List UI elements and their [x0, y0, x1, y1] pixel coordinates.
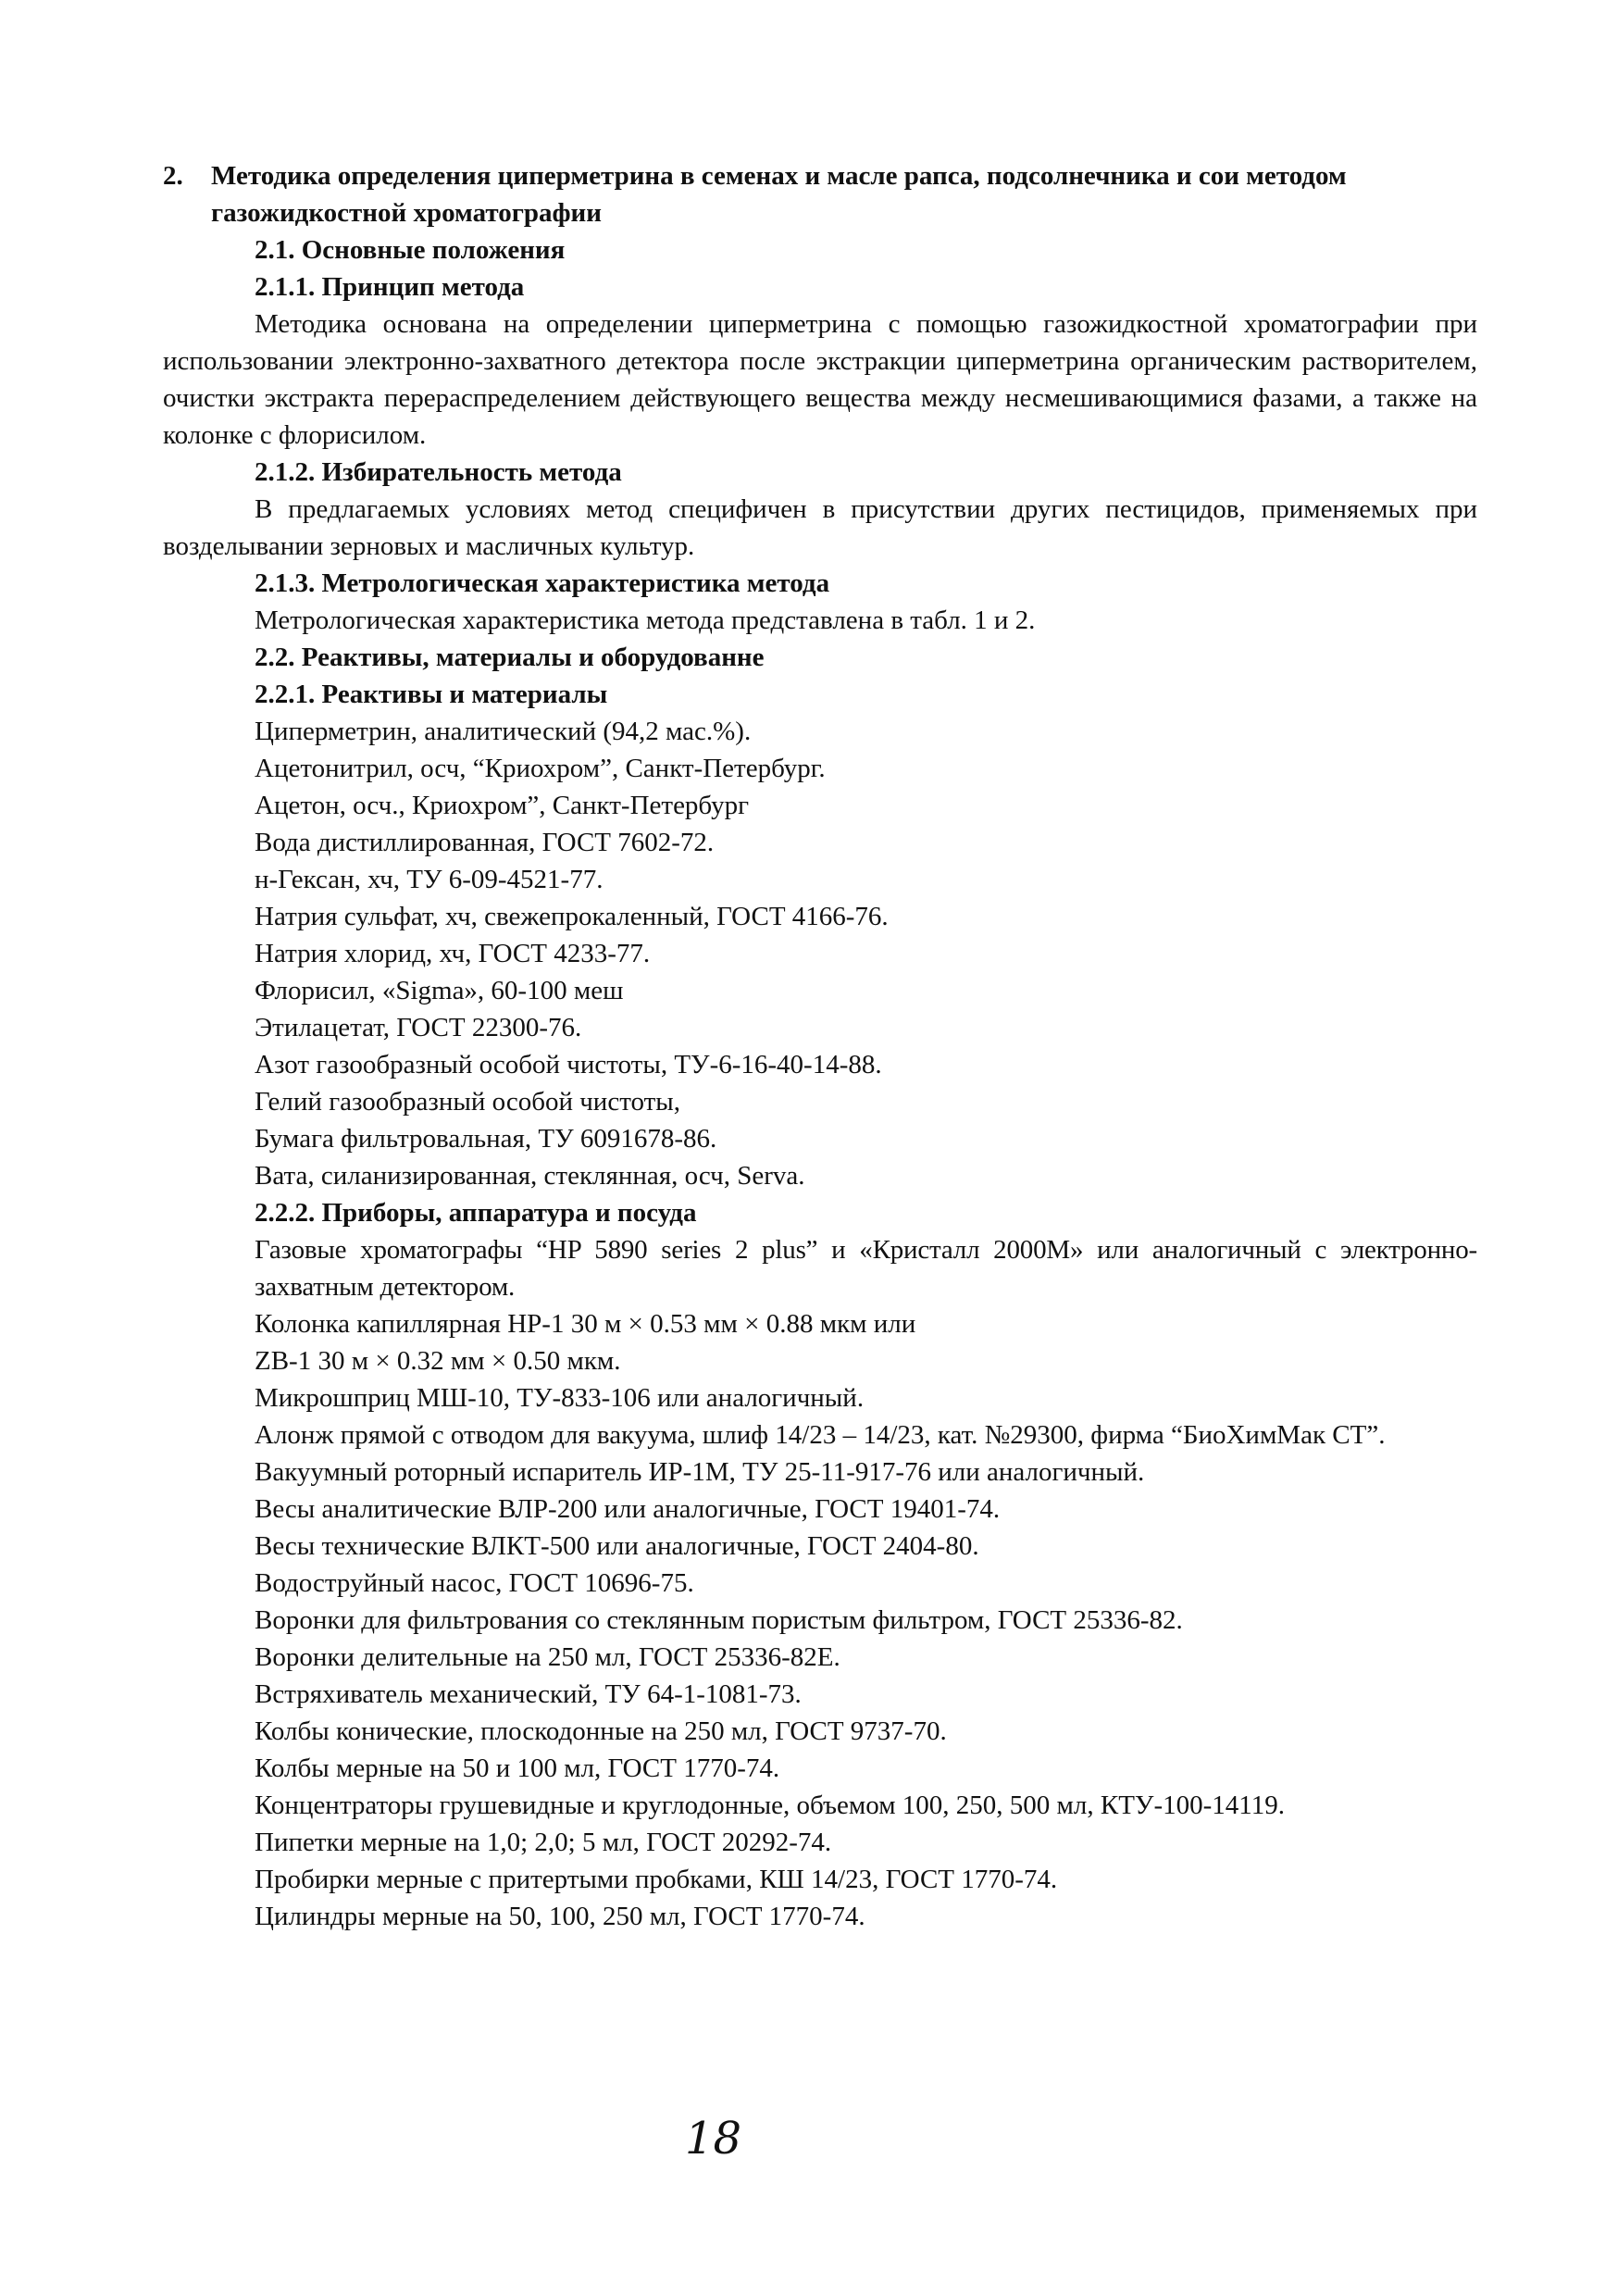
- list-item: Пробирки мерные с притертыми пробками, КШ 14/23, ГОСТ 1770-74.: [255, 1865, 1058, 1894]
- list-item: Гелий газообразный особой чистоты,: [255, 1087, 681, 1117]
- list-item: Алонж прямой с отводом для вакуума, шлиф 14/23 – 14/23, кат. №29300, фирма “БиоХимМак СТ”.: [255, 1420, 1386, 1450]
- paragraph-principle: Методика основана на определении циперметрина с помощью газожидкостной хроматографии при использовании электронно-захватного детектора после экстракции циперметрина органическим растворителем, очистки экстракта перераспределением действующего вещества между несмешивающимися фазами, а также на колонке с флорисилом.: [163, 309, 1477, 450]
- heading-2-1-1: 2.1.1. Принцип метода: [255, 272, 525, 302]
- paragraph-selectivity: В предлагаемых условиях метод специфичен в присутствии других пестицидов, применяемых при возделывании зерновых и масличных культур.: [163, 494, 1477, 561]
- page-content: [163, 157, 1477, 1935]
- heading-2-1-2: 2.1.2. Избирательность метода: [255, 457, 622, 487]
- paragraph-metrology: Метрологическая характеристика метода представлена в табл. 1 и 2.: [255, 605, 1036, 635]
- heading-2-1: 2.1. Основные положения: [255, 235, 566, 265]
- equipment-list: [163, 1231, 1477, 1935]
- section-heading: [163, 157, 1477, 231]
- list-item: Флорисил, «Sigma», 60-100 меш: [255, 976, 624, 1005]
- list-item: ZB-1 30 м × 0.32 мм × 0.50 мкм.: [255, 1346, 621, 1376]
- reagents-list: [163, 713, 1477, 1194]
- section-number: 2.: [163, 161, 183, 191]
- heading-2-2-1: 2.2.1. Реактивы и материалы: [255, 680, 608, 709]
- list-item: Ацетонитрил, осч, “Криохром”, Санкт-Петербург.: [255, 754, 826, 783]
- list-item: Микрошприц МШ-10, ТУ-833-106 или аналогичный.: [255, 1383, 865, 1413]
- list-item: Азот газообразный особой чистоты, ТУ-6-16-40-14-88.: [255, 1050, 882, 1079]
- list-item: Водоструйный насос, ГОСТ 10696-75.: [255, 1568, 694, 1598]
- heading-2-1-3: 2.1.3. Метрологическая характеристика метода: [255, 568, 830, 598]
- list-item: Вакуумный роторный испаритель ИР-1М, ТУ 25-11-917-76 или аналогичный.: [255, 1457, 1145, 1487]
- list-item: Встряхиватель механический, ТУ 64-1-1081-73.: [255, 1679, 802, 1709]
- list-item: Бумага фильтровальная, ТУ 6091678-86.: [255, 1124, 717, 1154]
- list-item: Колонка капиллярная HP-1 30 м × 0.53 мм × 0.88 мкм или: [255, 1309, 916, 1339]
- list-item: Натрия сульфат, хч, свежепрокаленный, ГОСТ 4166-76.: [255, 902, 889, 931]
- list-item: Колбы мерные на 50 и 100 мл, ГОСТ 1770-74.: [255, 1753, 780, 1783]
- heading-2-2-2: 2.2.2. Приборы, аппаратура и посуда: [255, 1198, 697, 1228]
- list-item: Колбы конические, плоскодонные на 250 мл, ГОСТ 9737-70.: [255, 1716, 947, 1746]
- list-item: Весы аналитические ВЛР-200 или аналогичные, ГОСТ 19401-74.: [255, 1494, 1001, 1524]
- list-item: Вода дистиллированная, ГОСТ 7602-72.: [255, 828, 715, 857]
- list-item: Ацетон, осч., Криохром”, Санкт-Петербург: [255, 791, 749, 820]
- page-number: 18: [685, 2113, 742, 2165]
- list-item: н-Гексан, хч, ТУ 6-09-4521-77.: [255, 865, 604, 894]
- list-item: Циперметрин, аналитический (94,2 мас.%).: [255, 717, 752, 746]
- list-item: Газовые хроматографы “HP 5890 series 2 plus” и «Кристалл 2000М» или аналогичный с электронно-захватным детектором.: [255, 1235, 1477, 1302]
- list-item: Пипетки мерные на 1,0; 2,0; 5 мл, ГОСТ 20292-74.: [255, 1828, 832, 1857]
- section-title: Методика определения циперметрина в семенах и масле рапса, подсолнечника и сои методом газожидкостной хроматографии: [211, 161, 1347, 228]
- list-item: Натрия хлорид, хч, ГОСТ 4233-77.: [255, 939, 651, 968]
- list-item: Воронки для фильтрования со стеклянным пористым фильтром, ГОСТ 25336-82.: [255, 1605, 1183, 1635]
- list-item: Концентраторы грушевидные и круглодонные, объемом 100, 250, 500 мл, КТУ-100-14119.: [255, 1791, 1285, 1820]
- list-item: Цилиндры мерные на 50, 100, 250 мл, ГОСТ 1770-74.: [255, 1902, 865, 1931]
- list-item: Весы технические ВЛКТ-500 или аналогичные, ГОСТ 2404-80.: [255, 1531, 979, 1561]
- list-item: Вата, силанизированная, стеклянная, осч, Serva.: [255, 1161, 805, 1191]
- list-item: Этилацетат, ГОСТ 22300-76.: [255, 1013, 582, 1042]
- list-item: Воронки делительные на 250 мл, ГОСТ 25336-82Е.: [255, 1642, 840, 1672]
- heading-2-2: 2.2. Реактивы, материалы и оборудованне: [255, 643, 765, 672]
